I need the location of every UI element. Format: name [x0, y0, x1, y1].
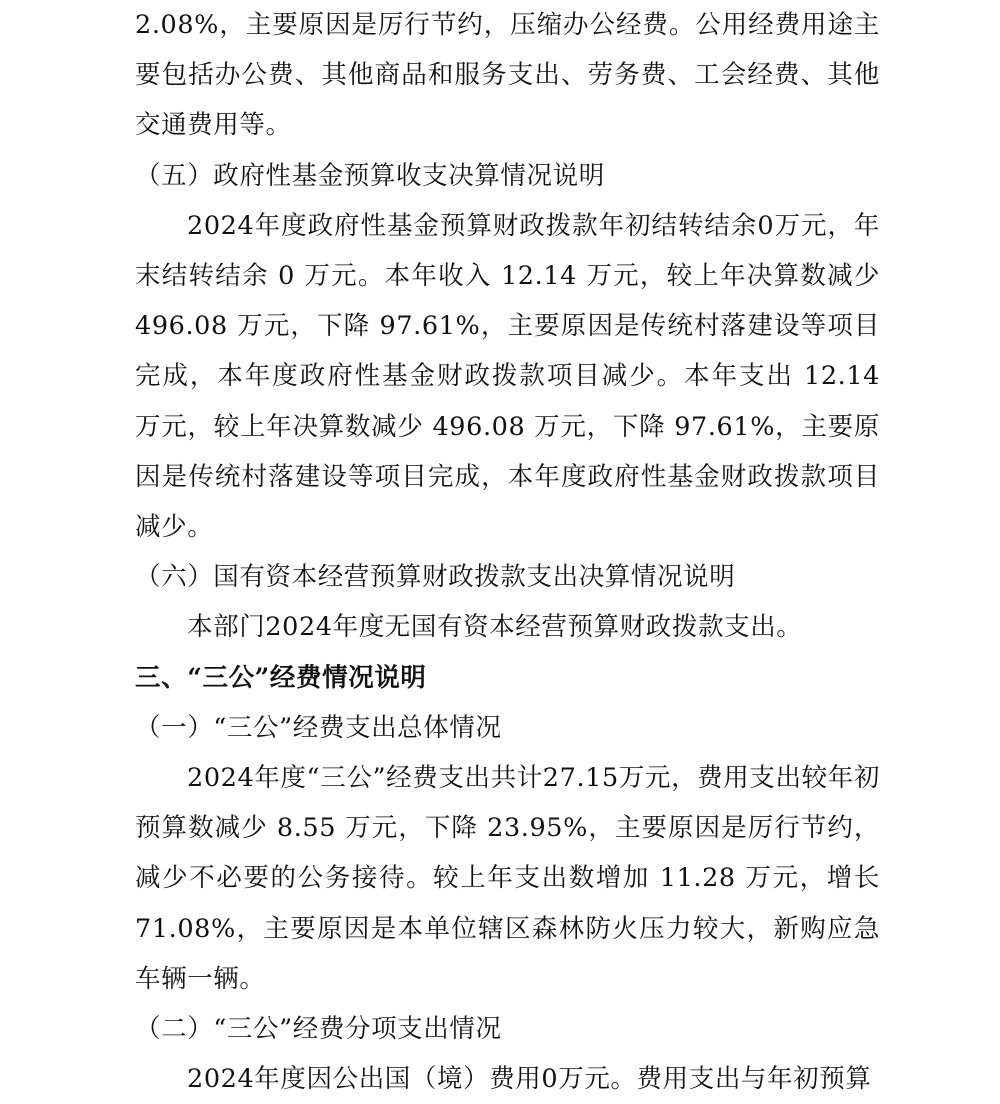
- heading-government-fund-budget: （五）政府性基金预算收支决算情况说明: [135, 160, 605, 191]
- heading-three-public-overall: （一）“三公”经费支出总体情况: [135, 712, 502, 743]
- paragraph-government-fund-budget: 2024年度政府性基金预算财政拨款年初结转结余0万元，年末结转结余 0 万元。本年收入 12.14 万元，较上年决算数减少 496.08 万元，下降 97.61%，主要原因是传统村落建设等项目完成，本年度政府性基金财政拨款项目减少。本年支出 12.14 万元，较上年决算数减少 496.08 万元，下降 97.61%，主要原因是传统村落建设等项目完成，本年度政府性基金财政拨款项目减少。: [135, 210, 880, 543]
- paragraph-public-expenses-continued: 2.08%，主要原因是厉行节约，压缩办公经费。公用经费用途主要包括办公费、其他商品和服务支出、劳务费、工会经费、其他交通费用等。: [135, 10, 880, 141]
- heading-three-public-expenses: 三、“三公”经费情况说明: [135, 662, 427, 693]
- document-page: [135, 0, 880, 1104]
- heading-state-capital-budget: （六）国有资本经营预算财政拨款支出决算情况说明: [135, 562, 736, 593]
- paragraph-three-public-overall: 2024年度“三公”经费支出共计27.15万元，费用支出较年初预算数减少 8.55 万元，下降 23.95%，主要原因是厉行节约，减少不必要的公务接待。较上年支出数增加 11.28 万元，增长71.08%，主要原因是本单位辖区森林防火压力较大，新购应急车辆一辆。: [135, 763, 880, 994]
- paragraph-state-capital-budget: 本部门2024年度无国有资本经营预算财政拨款支出。: [187, 612, 803, 643]
- paragraph-overseas-travel: 2024年度因公出国（境）费用0万元。费用支出与年初预算: [187, 1064, 872, 1095]
- heading-three-public-itemized: （二）“三公”经费分项支出情况: [135, 1014, 502, 1045]
